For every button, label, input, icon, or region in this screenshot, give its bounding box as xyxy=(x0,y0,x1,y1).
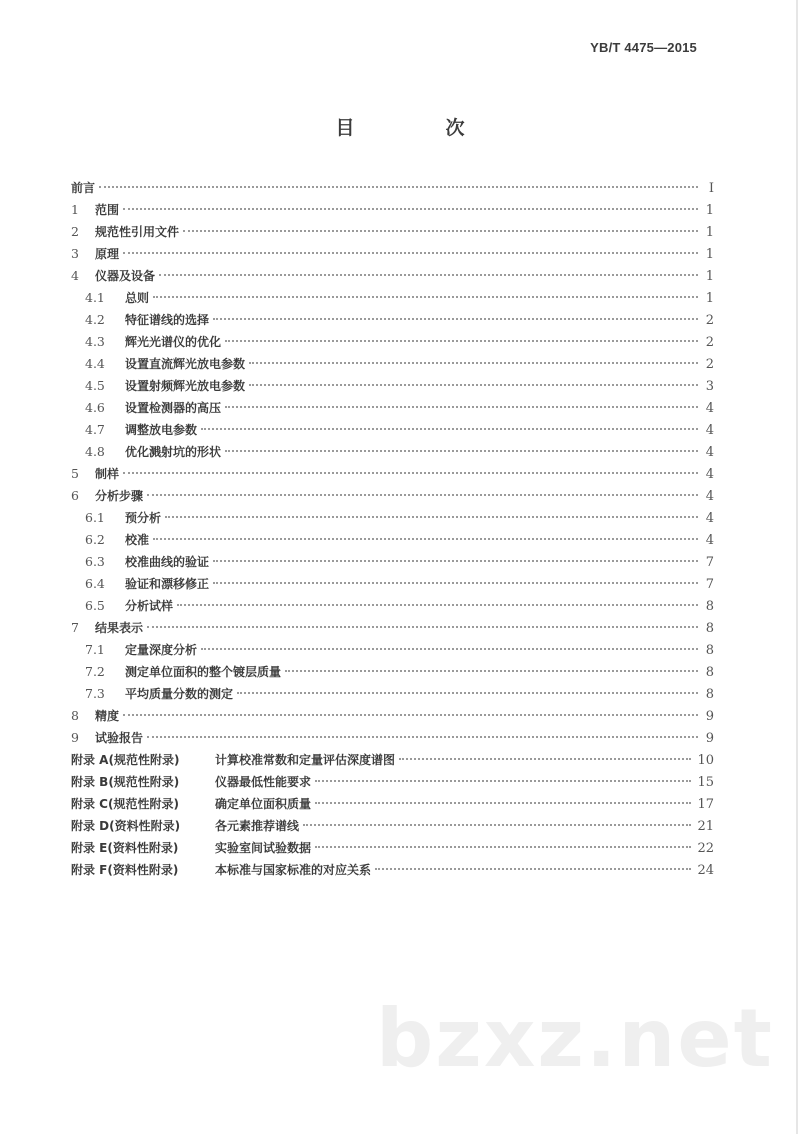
toc-entry-page: 4 xyxy=(705,467,714,482)
toc-entry-page: 1 xyxy=(705,269,714,284)
toc-entry-page: 8 xyxy=(705,599,714,614)
toc-entry-number: 5 xyxy=(71,466,79,481)
toc-entry-number: 4 xyxy=(71,268,79,283)
toc-subentry[interactable] xyxy=(71,551,714,573)
toc-entry-title: 制样 xyxy=(95,467,120,481)
dot-leader xyxy=(147,626,698,628)
toc-subentry[interactable] xyxy=(71,441,714,463)
toc-entry-title: 优化溅射坑的形状 xyxy=(125,445,222,459)
appendix-prefix: 附录 D(资料性附录) xyxy=(71,819,181,833)
toc-entry[interactable] xyxy=(71,705,714,727)
toc-entry-page: 8 xyxy=(705,643,714,658)
toc-entry-number: 4.8 xyxy=(85,444,105,459)
toc-subentry[interactable] xyxy=(71,573,714,595)
toc-entry[interactable] xyxy=(71,265,714,287)
toc-entry-page: 4 xyxy=(705,401,714,416)
dot-leader xyxy=(123,714,698,716)
toc-entry[interactable] xyxy=(71,243,714,265)
toc-entry-number: 4.2 xyxy=(85,312,105,327)
toc-subentry[interactable] xyxy=(71,529,714,551)
standard-code: YB/T 4475—2015 xyxy=(590,40,697,55)
toc-subentry[interactable] xyxy=(71,661,714,683)
toc-entry-title: 特征谱线的选择 xyxy=(125,313,210,327)
toc-entry-page: 9 xyxy=(705,709,714,724)
toc-subentry[interactable] xyxy=(71,353,714,375)
dot-leader xyxy=(225,406,698,408)
toc-subentry[interactable] xyxy=(71,375,714,397)
toc-entry-number: 6.2 xyxy=(85,532,105,547)
toc-entry-title: 试验报告 xyxy=(95,731,144,745)
appendix-page: 22 xyxy=(697,841,714,856)
dot-leader xyxy=(285,670,698,672)
toc-subentry[interactable] xyxy=(71,683,714,705)
appendix-title: 实验室间试验数据 xyxy=(215,841,312,855)
appendix-title: 仪器最低性能要求 xyxy=(215,775,312,789)
toc-subentry[interactable] xyxy=(71,595,714,617)
toc-appendix[interactable] xyxy=(71,837,714,859)
dot-leader xyxy=(249,362,698,364)
appendix-prefix: 附录 F(资料性附录) xyxy=(71,863,179,877)
toc-entry-title: 前言 xyxy=(71,181,96,195)
appendix-prefix: 附录 C(规范性附录) xyxy=(71,797,179,811)
toc-appendix[interactable] xyxy=(71,771,714,793)
toc-entry-number: 4.6 xyxy=(85,400,105,415)
toc-entry-number: 4.3 xyxy=(85,334,105,349)
toc-entry-number: 4.1 xyxy=(85,290,105,305)
toc-entry-number: 4.5 xyxy=(85,378,105,393)
toc-entry-page: 4 xyxy=(705,511,714,526)
toc-entry-page: 1 xyxy=(705,225,714,240)
toc-entry-title: 分析步骤 xyxy=(95,489,144,503)
appendix-title: 计算校准常数和定量评估深度谱图 xyxy=(215,753,396,767)
toc-entry[interactable] xyxy=(71,617,714,639)
toc-entry-page: 8 xyxy=(705,665,714,680)
appendix-title: 确定单位面积质量 xyxy=(215,797,312,811)
toc-entry-title: 规范性引用文件 xyxy=(95,225,180,239)
toc-entry-number: 3 xyxy=(71,246,79,261)
toc-entry-title: 设置检测器的高压 xyxy=(125,401,222,415)
toc-entry-number: 6.1 xyxy=(85,510,105,525)
toc-entry-page: 9 xyxy=(705,731,714,746)
toc-entry-number: 9 xyxy=(71,730,79,745)
dot-leader xyxy=(123,208,698,210)
toc-entry-number: 4.4 xyxy=(85,356,105,371)
toc-entry-number: 7.3 xyxy=(85,686,105,701)
table-of-contents xyxy=(71,177,714,881)
toc-entry-title: 验证和漂移修正 xyxy=(125,577,210,591)
appendix-page: 24 xyxy=(697,863,714,878)
toc-entry-number: 1 xyxy=(71,202,79,217)
dot-leader xyxy=(165,516,698,518)
toc-entry-title: 辉光光谱仪的优化 xyxy=(125,335,222,349)
toc-entry-number: 7 xyxy=(71,620,79,635)
toc-appendix[interactable] xyxy=(71,815,714,837)
toc-entry-title: 校准 xyxy=(125,533,150,547)
dot-leader xyxy=(201,648,698,650)
toc-entry-page: 8 xyxy=(705,621,714,636)
appendix-page: 15 xyxy=(697,775,714,790)
toc-entry-page: 8 xyxy=(705,687,714,702)
toc-subentry[interactable] xyxy=(71,287,714,309)
toc-subentry[interactable] xyxy=(71,309,714,331)
toc-entry-title: 范围 xyxy=(95,203,120,217)
toc-entry-title: 仪器及设备 xyxy=(95,269,156,283)
toc-subentry[interactable] xyxy=(71,419,714,441)
toc-entry-title: 校准曲线的验证 xyxy=(125,555,210,569)
toc-entry-page: 1 xyxy=(705,247,714,262)
toc-entry-title: 平均质量分数的测定 xyxy=(125,687,234,701)
toc-entry-page: 3 xyxy=(705,379,714,394)
toc-subentry[interactable] xyxy=(71,639,714,661)
toc-entry-number: 2 xyxy=(71,224,79,239)
toc-entry[interactable] xyxy=(71,485,714,507)
toc-entry-number: 6.5 xyxy=(85,598,105,613)
dot-leader xyxy=(249,384,698,386)
dot-leader xyxy=(123,472,698,474)
dot-leader xyxy=(177,604,698,606)
appendix-page: 10 xyxy=(697,753,714,768)
dot-leader xyxy=(213,318,698,320)
toc-entry-number: 6.4 xyxy=(85,576,105,591)
toc-entry-title: 预分析 xyxy=(125,511,162,525)
toc-entry-title: 测定单位面积的整个镀层质量 xyxy=(125,665,282,679)
appendix-page: 21 xyxy=(697,819,714,834)
dot-leader xyxy=(315,780,691,782)
watermark: bzxz.net xyxy=(376,992,774,1085)
dot-leader xyxy=(225,450,698,452)
dot-leader xyxy=(303,824,691,826)
dot-leader xyxy=(375,868,691,870)
toc-entry-number: 6 xyxy=(71,488,79,503)
toc-entry-page: 2 xyxy=(705,357,714,372)
dot-leader xyxy=(153,538,698,540)
toc-entry-title: 原理 xyxy=(95,247,120,261)
toc-entry-number: 7.2 xyxy=(85,664,105,679)
dot-leader xyxy=(153,296,698,298)
toc-subentry[interactable] xyxy=(71,331,714,353)
toc-entry-number: 7.1 xyxy=(85,642,105,657)
toc-entry-title: 设置射频辉光放电参数 xyxy=(125,379,246,393)
dot-leader xyxy=(213,560,698,562)
toc-entry-page: 4 xyxy=(705,423,714,438)
dot-leader xyxy=(315,846,691,848)
toc-entry-number: 8 xyxy=(71,708,79,723)
toc-entry-page: I xyxy=(708,181,714,196)
toc-entry[interactable] xyxy=(71,727,714,749)
appendix-prefix: 附录 B(规范性附录) xyxy=(71,775,180,789)
toc-entry-page: 1 xyxy=(705,291,714,306)
appendix-title: 各元素推荐谱线 xyxy=(215,819,300,833)
toc-entry-page: 4 xyxy=(705,445,714,460)
dot-leader xyxy=(399,758,691,760)
toc-entry-title: 精度 xyxy=(95,709,120,723)
toc-entry-title: 分析试样 xyxy=(125,599,174,613)
dot-leader xyxy=(237,692,698,694)
toc-entry-page: 2 xyxy=(705,313,714,328)
appendix-page: 17 xyxy=(697,797,714,812)
toc-subentry[interactable] xyxy=(71,397,714,419)
toc-entry-page: 4 xyxy=(705,533,714,548)
dot-leader xyxy=(315,802,691,804)
toc-appendix[interactable] xyxy=(71,793,714,815)
toc-title: 目 次 xyxy=(335,117,501,139)
toc-entry-page: 4 xyxy=(705,489,714,504)
toc-entry-page: 7 xyxy=(705,555,714,570)
dot-leader xyxy=(213,582,698,584)
toc-appendix[interactable] xyxy=(71,749,714,771)
dot-leader xyxy=(147,494,698,496)
toc-entry-title: 调整放电参数 xyxy=(125,423,198,437)
toc-entry-number: 4.7 xyxy=(85,422,105,437)
toc-entry-title: 总则 xyxy=(125,291,150,305)
appendix-prefix: 附录 A(规范性附录) xyxy=(71,753,180,767)
appendix-title: 本标准与国家标准的对应关系 xyxy=(215,863,372,877)
toc-entry-title: 结果表示 xyxy=(95,621,144,635)
page-edge xyxy=(796,0,798,1134)
toc-appendix[interactable] xyxy=(71,859,714,881)
toc-entry-title: 定量深度分析 xyxy=(125,643,198,657)
dot-leader xyxy=(225,340,698,342)
toc-entry-title: 设置直流辉光放电参数 xyxy=(125,357,246,371)
dot-leader xyxy=(99,186,698,188)
toc-entry-page: 7 xyxy=(705,577,714,592)
dot-leader xyxy=(159,274,698,276)
toc-entry-page: 1 xyxy=(705,203,714,218)
toc-subentry[interactable] xyxy=(71,507,714,529)
dot-leader xyxy=(201,428,698,430)
toc-entry-number: 6.3 xyxy=(85,554,105,569)
toc-entry-preface[interactable] xyxy=(71,177,714,199)
dot-leader xyxy=(123,252,698,254)
dot-leader xyxy=(147,736,698,738)
appendix-prefix: 附录 E(资料性附录) xyxy=(71,841,179,855)
toc-entry[interactable] xyxy=(71,463,714,485)
toc-entry[interactable] xyxy=(71,221,714,243)
toc-entry-page: 2 xyxy=(705,335,714,350)
toc-entry[interactable] xyxy=(71,199,714,221)
dot-leader xyxy=(183,230,698,232)
